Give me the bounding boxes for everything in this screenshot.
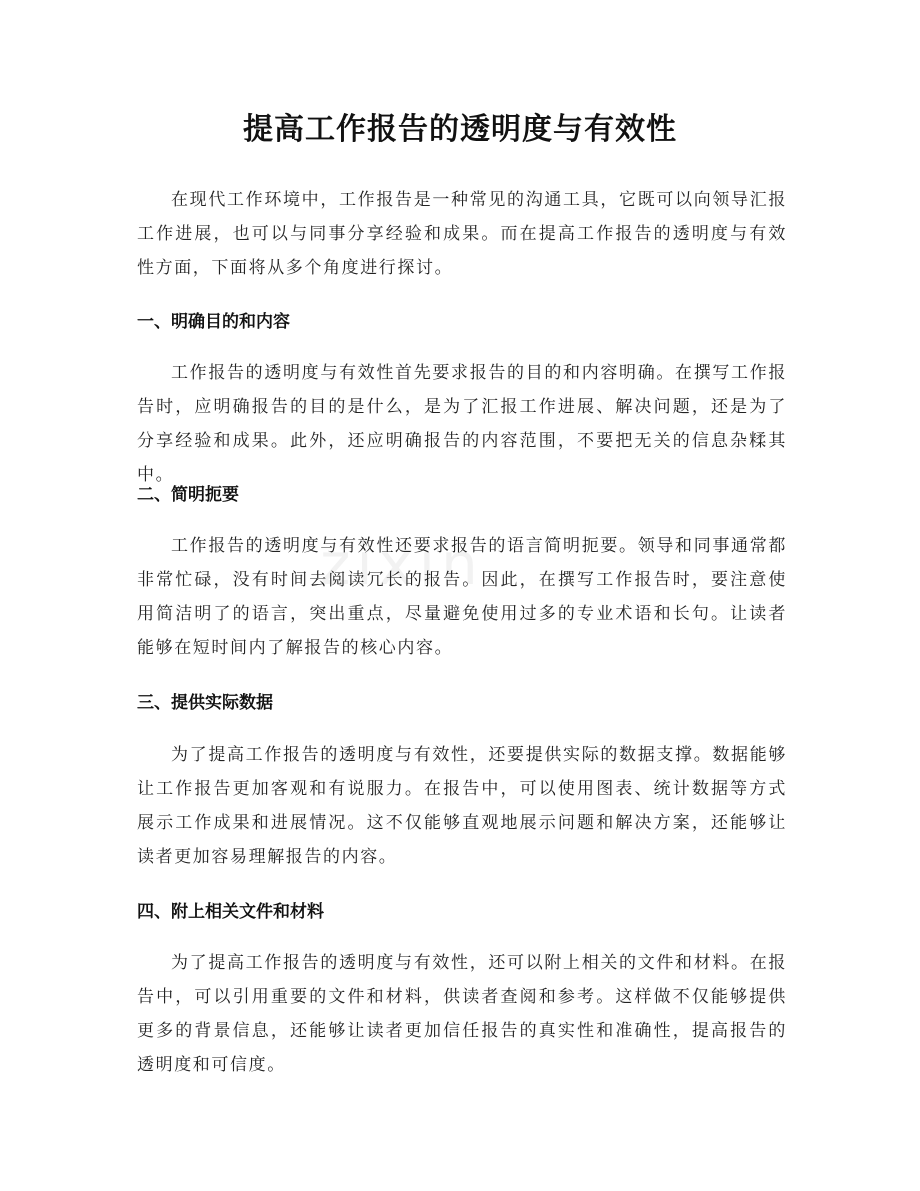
section-body-1: 工作报告的透明度与有效性首先要求报告的目的和内容明确。在撰写工作报告时，应明确报告的目的是什么，是为了汇报工作进展、解决问题，还是为了分享经验和成果。此外，还应明确报告的内容范围，不要把无关的信息杂糅其中。 [137,363,787,485]
section-heading-3: 三、提供实际数据 [137,693,273,713]
page-title: 提高工作报告的透明度与有效性 [243,112,677,147]
section-body-4: 为了提高工作报告的透明度与有效性，还可以附上相关的文件和材料。在报告中，可以引用重要的文件和材料，供读者查阅和参考。这样做不仅能够提供更多的背景信息，还能够让读者更加信任报告的真实性和准确性，提高报告的透明度和可信度。 [137,953,787,1075]
section-heading-2: 二、简明扼要 [137,485,239,505]
watermark: zixin [320,530,484,598]
section-heading-1: 一、明确目的和内容 [137,312,290,332]
section-body-2: 工作报告的透明度与有效性还要求报告的语言简明扼要。领导和同事通常都非常忙碌，没有时间去阅读冗长的报告。因此，在撰写工作报告时，要注意使用简洁明了的语言，突出重点，尽量避免使用过多的专业术语和长句。让读者能够在短时间内了解报告的核心内容。 [137,536,787,658]
section-heading-4: 四、附上相关文件和材料 [137,902,324,922]
intro-paragraph: 在现代工作环境中，工作报告是一种常见的沟通工具，它既可以向领导汇报工作进展，也可以与同事分享经验和成果。而在提高工作报告的透明度与有效性方面，下面将从多个角度进行探讨。 [137,190,787,278]
section-body-3: 为了提高工作报告的透明度与有效性，还要提供实际的数据支撑。数据能够让工作报告更加客观和有说服力。在报告中，可以使用图表、统计数据等方式展示工作成果和进展情况。这不仅能够直观地展示问题和解决方案，还能够让读者更加容易理解报告的内容。 [137,745,787,867]
